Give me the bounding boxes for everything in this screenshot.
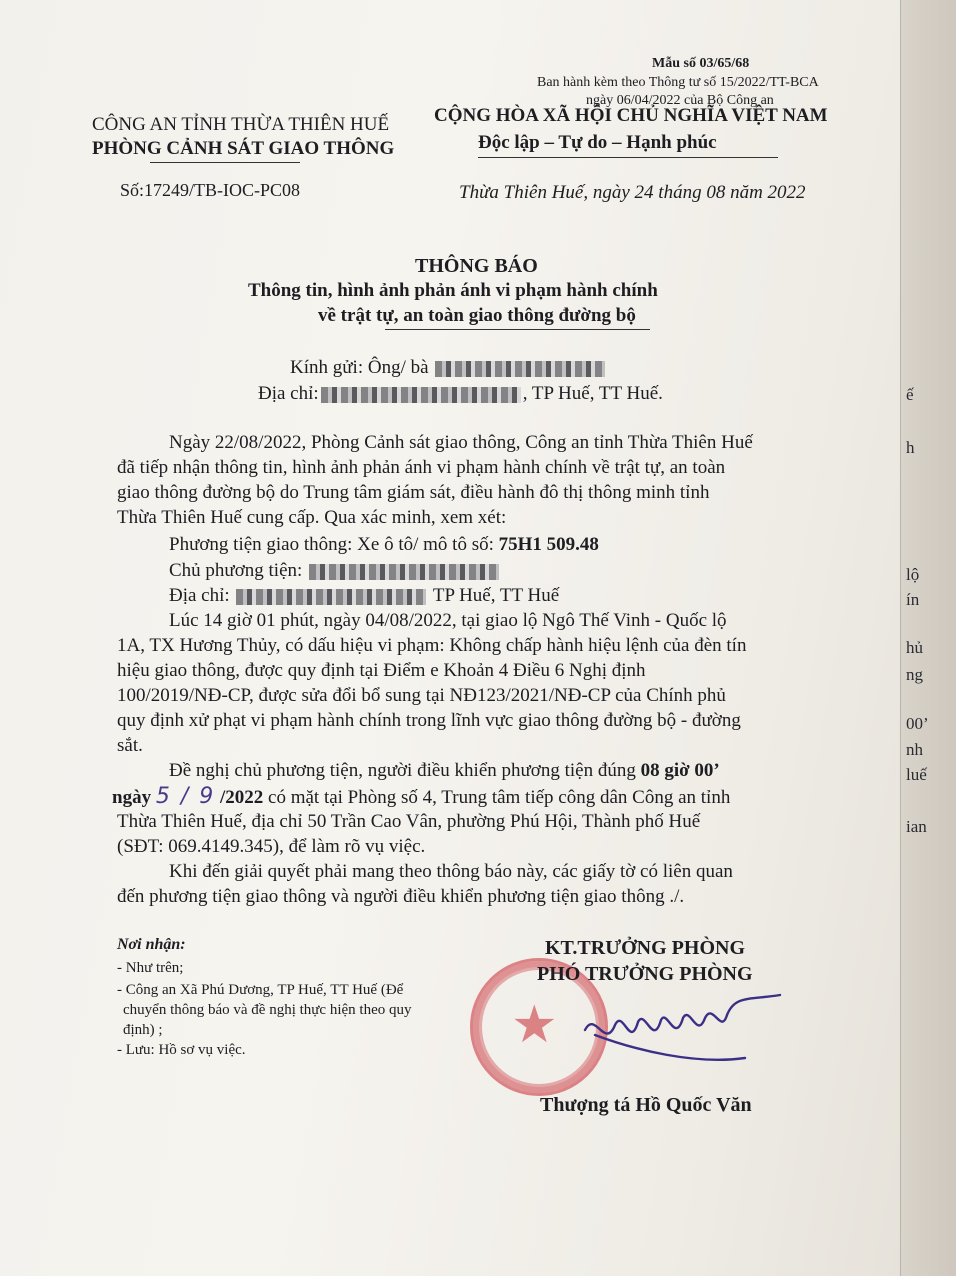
form-code: Mẫu số 03/65/68 [652,56,750,71]
p2-line-3: hiệu giao thông, được quy định tại Điểm e Khoản 4 Điều 6 Nghị định [117,660,646,681]
p3-request: Đề nghị chủ phương tiện, người điều khiển phương tiện đúng [169,760,636,781]
owner-label: Chủ phương tiện: [169,560,303,581]
agency-underline [150,162,300,163]
p1-line-4: Thừa Thiên Huế cung cấp. Qua xác minh, xem xét: [117,507,507,528]
recipient-line [290,355,607,380]
p2-line-5: quy định xử phạt vi phạm hành chính trong lĩnh vực giao thông đường bộ - đường [117,710,741,731]
p4-line-1: Khi đến giải quyết phải mang theo thông báo này, các giấy tờ có liên quan [169,861,733,882]
underlying-text-5: hủ [906,638,923,657]
document-subtitle-2: về trật tự, an toàn giao thông đường bộ [318,305,636,326]
recipients-item-2-line-1: - Công an Xã Phú Dương, TP Huế, TT Huế (Để [117,982,404,998]
p2-line-6: sắt. [117,735,143,756]
p1-line-2: đã tiếp nhận thông tin, hình ảnh phản ánh vi phạm hành chính về trật tự, an toàn [117,457,726,478]
redacted-owner-address [236,589,426,605]
recipient-address-label: Địa chỉ: [258,383,319,404]
owner-address-tail: TP Huế, TT Huế [432,585,560,606]
signer-name: Thượng tá Hồ Quốc Văn [540,1094,752,1116]
p3-location: có mặt tại Phòng số 4, Trung tâm tiếp công dân Công an tỉnh [268,787,731,808]
vehicle-plate: 75H1 509.48 [498,534,599,555]
form-issued-line-1: Ban hành kèm theo Thông tư số 15/2022/TT-BCA [537,75,819,90]
owner-address-line [169,583,559,608]
p2-line-2: 1A, TX Hương Thủy, có dấu hiệu vi phạm: Không chấp hành hiệu lệnh của đèn tín [117,635,747,656]
p3-year: /2022 [219,787,264,808]
underlying-text-10: ian [906,817,927,836]
document-number: Số:17249/TB-IOC-PC08 [120,180,301,200]
nation-title: CỘNG HÒA XÃ HỘI CHỦ NGHĨA VIỆT NAM [434,105,828,126]
p3-time: 08 giờ 00’ [640,760,720,781]
redacted-name [435,361,605,377]
subtitle-underline [385,329,650,330]
underlying-text-7: 00’ [906,714,929,733]
underlying-text-4: ín [906,590,920,609]
redacted-owner [309,564,499,580]
recipients-heading: Nơi nhận: [117,936,186,953]
underlying-text-3: lộ [906,565,920,584]
p3-line-2 [112,784,730,810]
underlying-text-1: ế [906,385,914,404]
redacted-address [321,387,521,403]
recipient-address-tail: , TP Huế, TT Huế. [522,383,663,404]
place-date: Thừa Thiên Huế, ngày 24 tháng 08 năm 2022 [459,182,806,203]
handwritten-date: 5 / 9 [155,784,216,809]
p3-line-1 [169,758,720,783]
vehicle-line [169,532,599,557]
owner-line [169,558,501,583]
document-title: THÔNG BÁO [415,255,538,277]
motto-underline [478,157,778,158]
recipients-item-3: - Lưu: Hồ sơ vụ việc. [117,1042,246,1058]
signature-title-2: PHÓ TRƯỞNG PHÒNG [537,963,753,985]
recipients-item-2-line-2: chuyển thông báo và đề nghị thực hiện theo quy [123,1002,412,1018]
underlying-text-8: nh [906,740,923,759]
p3-line-4: (SĐT: 069.4149.345), để làm rõ vụ việc. [117,836,426,857]
p1-line-3: giao thông đường bộ do Trung tâm giám sát, điều hành đô thị thông minh tỉnh [117,482,710,503]
agency-name: PHÒNG CẢNH SÁT GIAO THÔNG [92,138,395,159]
p2-line-1: Lúc 14 giờ 01 phút, ngày 04/08/2022, tại giao lộ Ngô Thế Vinh - Quốc lộ [169,610,727,631]
recipient-address-line [258,381,663,406]
p2-line-4: 100/2019/NĐ-CP, được sửa đổi bổ sung tại NĐ123/2021/NĐ-CP của Chính phủ [117,685,726,706]
nation-motto: Độc lập – Tự do – Hạnh phúc [478,132,717,153]
recipients-item-1: - Như trên; [117,960,184,976]
p3-day-label: ngày [112,787,152,808]
seal-star-icon: ★ [511,995,558,1055]
p3-line-3: Thừa Thiên Huế, địa chỉ 50 Trần Cao Vân, phường Phú Hội, Thành phố Huế [117,811,701,832]
underlying-text-9: luế [906,765,927,784]
document-subtitle-1: Thông tin, hình ảnh phản ánh vi phạm hành chính [248,280,658,301]
p1-line-1: Ngày 22/08/2022, Phòng Cảnh sát giao thông, Công an tỉnh Thừa Thiên Huế [169,432,753,453]
underlying-text-2: h [906,438,915,457]
p4-line-2: đến phương tiện giao thông và người điều khiển phương tiện giao thông ./. [117,886,685,907]
recipients-item-2-line-3: định) ; [123,1022,163,1038]
signature-title-1: KT.TRƯỞNG PHÒNG [545,937,745,959]
handwritten-signature [575,990,805,1085]
underlying-text-6: ng [906,665,923,684]
recipient-label: Kính gửi: Ông/ bà [290,357,429,378]
agency-parent: CÔNG AN TỈNH THỪA THIÊN HUẾ [92,114,390,135]
form-issued-line-2: ngày 06/04/2022 của Bộ Công an [586,93,774,108]
owner-address-label: Địa chỉ: [169,585,230,606]
vehicle-label: Phương tiện giao thông: Xe ô tô/ mô tô số: [169,534,494,555]
